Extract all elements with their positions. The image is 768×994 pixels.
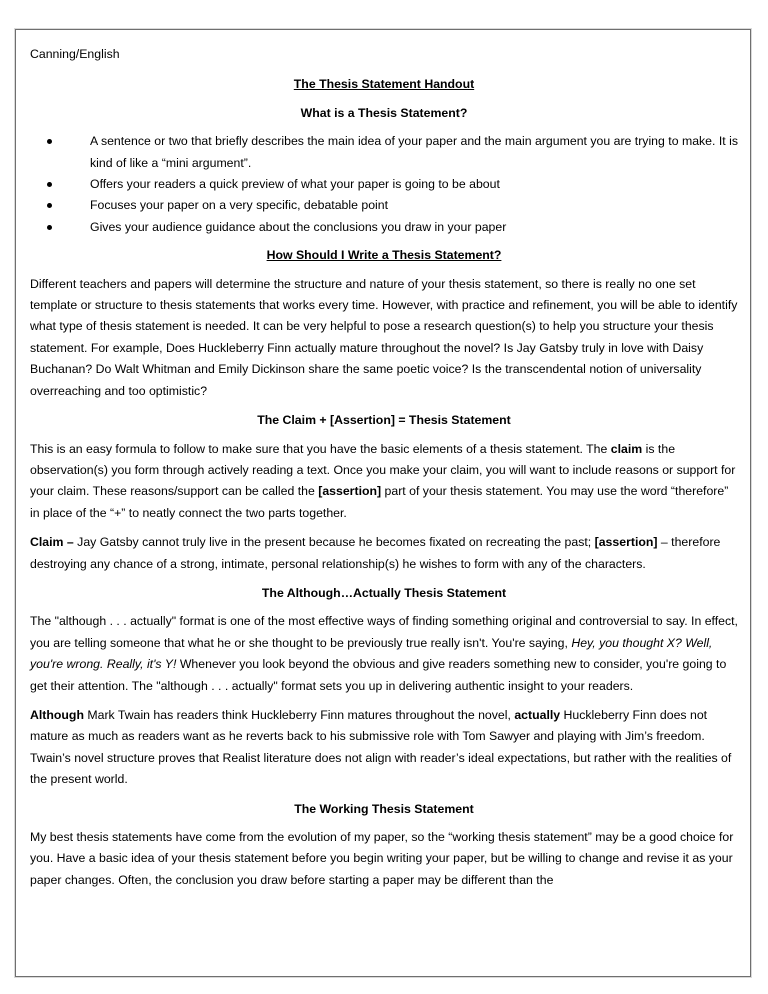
section-heading-although-actually: The Although…Actually Thesis Statement	[261, 585, 507, 600]
document-body	[30, 44, 738, 899]
list-item: A sentence or two that briefly describes the main idea of your paper and the main argument you are trying to make. It is kind of like a “mini argument”.	[30, 131, 738, 174]
definition-list	[30, 131, 738, 238]
claim-example-paragraph: Claim – Jay Gatsby cannot truly live in the present because he becomes fixated on recreating the past; [assertion] – therefore destroying any chance of a strong, intimate, personal relationship(s) he wishes to form with any of the characters.	[30, 535, 721, 571]
list-item: Focuses your paper on a very specific, debatable point	[30, 195, 738, 216]
list-item: Gives your audience guidance about the conclusions you draw in your paper	[30, 217, 738, 238]
section-heading-claim-assertion: The Claim + [Assertion] = Thesis Statement	[257, 413, 511, 428]
although-example-paragraph: Although Mark Twain has readers think Huckleberry Finn matures throughout the novel, actually Huckleberry Finn does not mature as much as readers want as he reverts back to his submissive role with Tom Sawyer and playing with Jim’s freedom. Twain’s novel structure proves that Realist literature does not align with reader’s ideal expectations, but rather with the realities of the present world.	[30, 707, 732, 787]
claim-assertion-paragraph: This is an easy formula to follow to make sure that you have the basic elements of a thesis statement. The claim is the observation(s) you form through actively reading a text. Once you make your claim, you will want to include reasons or support for your claim. These reasons/support can be called the [assertion] part of your thesis statement. You may use the word “therefore” in place of the “+” to neatly connect the two parts together.	[30, 441, 736, 520]
bullet-icon	[47, 139, 52, 144]
course-header: Canning/English	[30, 47, 120, 61]
section-heading-how-to-write: How Should I Write a Thesis Statement?	[266, 248, 502, 263]
bullet-icon	[47, 203, 52, 208]
section-heading-what-is: What is a Thesis Statement?	[300, 105, 468, 120]
bullet-icon	[47, 225, 52, 230]
how-to-write-paragraph: Different teachers and papers will determine the structure and nature of your thesis statement, so there is really no one set template or structure to thesis statements that works every time. However, with practice and refinement, you will be able to identify what type of thesis statement is needed. It can be very helpful to pose a research question(s) to help you structure your thesis statement. For example, Does Huckleberry Finn actually mature throughout the novel? Is Jay Gatsby truly in love with Daisy Buchanan? Do Walt Whitman and Emily Dickinson share the same poetic voice? Is the transcendental notion of universality overreaching and too optimistic?	[30, 276, 738, 398]
bullet-icon	[47, 182, 52, 187]
document-title: The Thesis Statement Handout	[293, 77, 475, 92]
working-thesis-paragraph: My best thesis statements have come from the evolution of my paper, so the “working thesis statement” may be a good choice for you. Have a basic idea of your thesis statement before you begin writing your paper, but be willing to change and revise it as your paper changes. Often, the conclusion you draw before starting a paper may be different than the	[30, 830, 734, 887]
list-item: Offers your readers a quick preview of what your paper is going to be about	[30, 174, 738, 195]
although-actually-paragraph: The "although . . . actually" format is one of the most effective ways of finding something original and controversial to say. In effect, you are telling someone that what he or she thought to be previously true really isn't. You're saying, Hey, you thought X? Well, you're wrong. Really, it's Y! Whenever you look beyond the obvious and give readers something new to consider, you're going to get their attention. The "although . . . actually" format sets you up in delivering authentic insight to your readers.	[30, 614, 738, 693]
section-heading-working-thesis: The Working Thesis Statement	[294, 801, 474, 816]
